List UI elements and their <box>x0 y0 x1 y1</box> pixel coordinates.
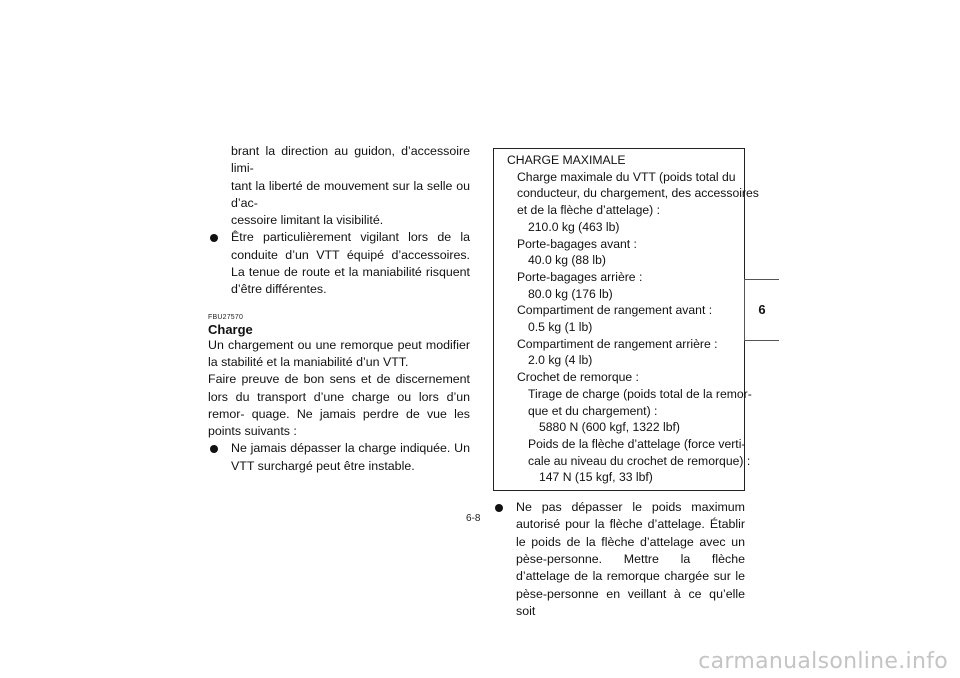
chapter-number: 6 <box>758 302 766 317</box>
continued-bullet <box>208 143 470 229</box>
spec-label: Porte-bagages arrière : <box>517 269 643 284</box>
spec-sublabel: Poids de la flèche d’attelage (force verti- <box>528 436 746 451</box>
left-column <box>208 143 470 475</box>
spec-title: CHARGE MAXIMALE <box>507 153 626 167</box>
spec-label: Compartiment de rangement arrière : <box>517 336 718 351</box>
paragraph: Un chargement ou une remorque peut modifier la stabilité et la maniabilité d’un VTT. <box>208 337 470 369</box>
spec-label: et de la flèche d’attelage) : <box>517 203 660 218</box>
spec-value: 40.0 kg (88 lb) <box>528 253 606 268</box>
paragraph: Faire preuve de bon sens et de discernement lors du transport d’une charge ou lors d’un remor- quage. Ne jamais perdre de vue les points suivants : <box>208 372 470 439</box>
spec-sublabel: cale au niveau du crochet de remorque) : <box>528 453 751 468</box>
spec-value: 2.0 kg (4 lb) <box>528 353 593 368</box>
spec-value: 5880 N (600 kgf, 1322 lbf) <box>539 420 680 435</box>
bullet-dot-icon <box>210 234 218 242</box>
spec-value: 147 N (15 kgf, 33 lbf) <box>539 470 653 485</box>
bullet-dot-icon <box>210 445 218 453</box>
text-line: brant la direction au guidon, d’accessoire limi- <box>231 144 470 176</box>
text-line: cessoire limitant la visibilité. <box>231 213 384 228</box>
spec-label: Compartiment de rangement avant : <box>517 303 713 318</box>
section-code: FBU27570 <box>208 313 244 321</box>
bullet-dot-icon <box>495 504 503 512</box>
bullet-text: Ne jamais dépasser la charge indiquée. Un VTT surchargé peut être instable. <box>231 441 470 473</box>
spec-label: Crochet de remorque : <box>517 370 639 385</box>
section-heading: Charge <box>208 321 253 337</box>
spec-value: 80.0 kg (176 lb) <box>528 286 613 301</box>
text-line: tant la liberté de mouvement sur la selle ou d’ac- <box>231 178 470 210</box>
chapter-tab <box>744 279 779 341</box>
spec-sublabel: Tirage de charge (poids total de la remor- <box>528 386 752 401</box>
spec-label: conducteur, du chargement, des accessoires <box>517 186 759 201</box>
spec-sublabel: que et du chargement) : <box>528 403 658 418</box>
watermark: carmanualsonline.info <box>698 649 948 674</box>
bullet-tongue-weight <box>493 499 745 620</box>
bullet-accessories <box>208 229 470 298</box>
bullet-text: Ne pas dépasser le poids maximum autorisé pour la flèche d’attelage. Établir le poids de la flèche d’attelage avec un pèse-personne. Mettre la flèche d’attelage de la remorque chargée sur le pèse-personne en veillant à ce qu’elle soit <box>516 500 745 618</box>
max-load-spec-box <box>493 148 759 491</box>
spec-value: 210.0 kg (463 lb) <box>528 219 620 234</box>
bullet-text: Être particulièrement vigilant lors de la conduite d’un VTT équipé d’accessoires. La tenue de route et la maniabilité risquent d’être différentes. <box>231 230 470 297</box>
spec-label: Charge maximale du VTT (poids total du <box>517 169 736 184</box>
spec-value: 0.5 kg (1 lb) <box>528 320 593 335</box>
page-number: 6-8 <box>466 513 481 524</box>
bullet-overload <box>208 440 470 475</box>
spec-label: Porte-bagages avant : <box>517 236 637 251</box>
right-column <box>493 148 759 620</box>
